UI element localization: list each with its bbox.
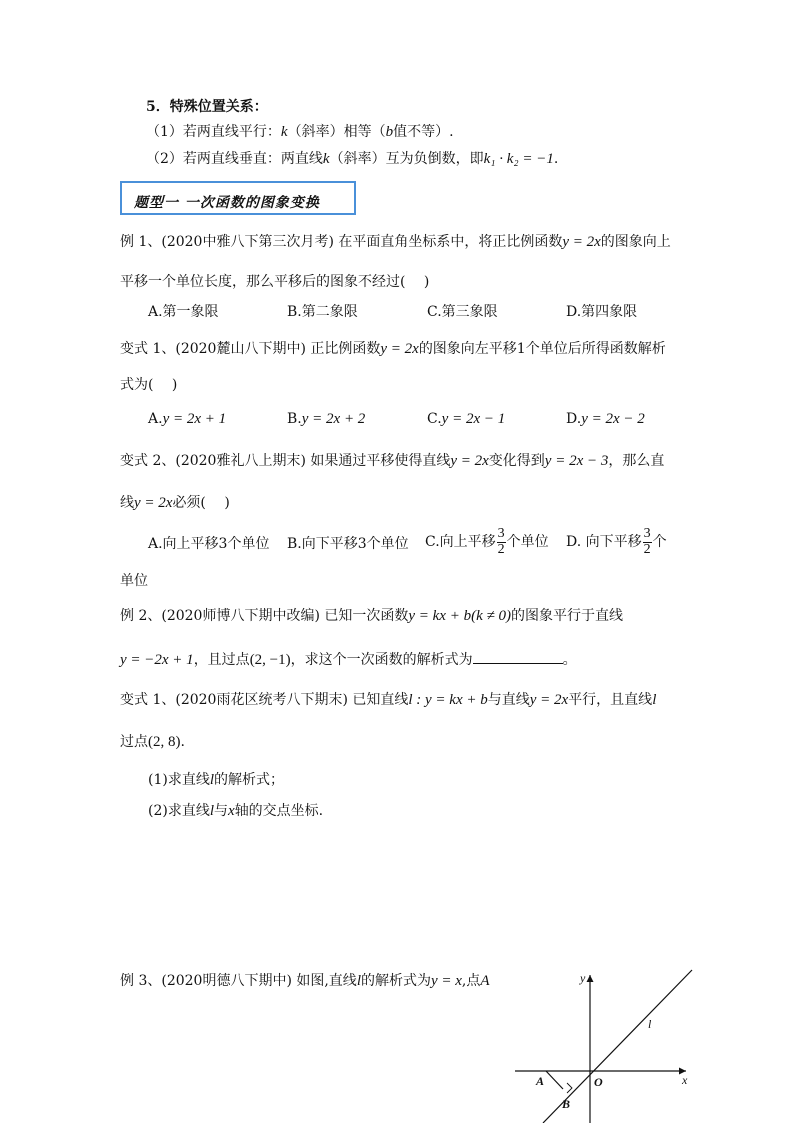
variant-1-line-2: 式为( ) — [120, 377, 178, 393]
variant-3-line-1: 变式 1、(2020雨花区统考八下期末) 已知直线l : y = kx + b与直线y = 2x平行，且直线l — [120, 692, 657, 708]
variant-3-question-1: (1)求直线l的解析式； — [148, 772, 285, 788]
section-5-item-1: （1）若两直线平行：k（斜率）相等（b值不等）. — [146, 124, 454, 140]
perpendicular-formula: k₁ · k₂ = −1 — [483, 151, 554, 167]
example-1-option-c: C.第三象限 — [427, 304, 498, 320]
x-axis-label: x — [682, 1073, 688, 1087]
y-axis-label: y — [580, 971, 586, 985]
fraction-three-halves: $\frac{3}{2}$ — [497, 526, 505, 557]
example-3-line-1: 例 3、(2020明德八下期中) 如图,直线l的解析式为y = x,点A — [120, 973, 490, 989]
right-angle-mark — [567, 1083, 572, 1093]
variant-2-line-2: 线y = 2x必须( ) — [120, 495, 230, 511]
section-5-item-2: （2）若两直线垂直：两直线k（斜率）互为负倒数，即k₁ · k₂ = −1. — [146, 151, 559, 167]
example-1-option-b: B.第二象限 — [287, 304, 358, 320]
example-2-line-2: y = −2x + 1，且过点(2, −1)，求这个一次函数的解析式为 。 — [120, 652, 577, 668]
variant-2-line-4: 单位 — [120, 573, 148, 589]
variant-1-line-1: 变式 1、(2020麓山八下期中) 正比例函数y = 2x的图象向左平移1个单位后所得函数解析 — [120, 341, 666, 357]
section-5-title: 5．特殊位置关系： — [146, 99, 268, 115]
variant-2-line-1: 变式 2、(2020雅礼八上期末) 如果通过平移使得直线y = 2x变化得到y = 2x − 3，那么直 — [120, 453, 665, 469]
variant-1-option-a: A.y = 2x + 1 — [148, 411, 227, 427]
variant-1-option-b: B.y = 2x + 2 — [287, 411, 366, 427]
example-1-line-2: 平移一个单位长度，那么平移后的图象不经过( ) — [120, 274, 430, 290]
point-a-label: A — [536, 1074, 545, 1088]
example-1-option-d: D.第四象限 — [566, 304, 638, 320]
variant-2-option-c: C.向上平移 $\frac{3}{2}$ 个单位 — [425, 526, 549, 557]
variant-2-option-a: A.向上平移3个单位 — [148, 536, 270, 552]
variant-3-line-2: 过点(2, 8). — [120, 734, 185, 750]
origin-label: O — [594, 1075, 603, 1089]
line-l-label: l — [648, 1017, 652, 1031]
variant-3-question-2: (2)求直线l与x轴的交点坐标. — [148, 803, 324, 819]
example-1-line-1: 例 1、(2020中雅八下第三次月考) 在平面直角坐标系中，将正比例函数y = 2x的图象向上 — [120, 234, 671, 250]
example-1-option-a: A.第一象限 — [148, 304, 219, 320]
point-b-label: B — [562, 1097, 571, 1111]
variant-1-option-c: C.y = 2x − 1 — [427, 411, 506, 427]
variant-1-option-d: D.y = 2x − 2 — [566, 411, 645, 427]
fraction-three-halves: $\frac{3}{2}$ — [643, 526, 651, 557]
variant-2-option-b: B.向下平移3个单位 — [287, 536, 409, 552]
variant-2-option-d: D. 向下平移 $\frac{3}{2}$ 个 — [566, 526, 667, 557]
segment-ab — [546, 1071, 563, 1089]
topic-title: 题型一 一次函数的图象变换 — [134, 195, 320, 211]
example-2-line-1: 例 2、(2020师博八下期中改编) 已知一次函数y = kx + b(k ≠ 0)的图象平行于直线 — [120, 608, 623, 624]
